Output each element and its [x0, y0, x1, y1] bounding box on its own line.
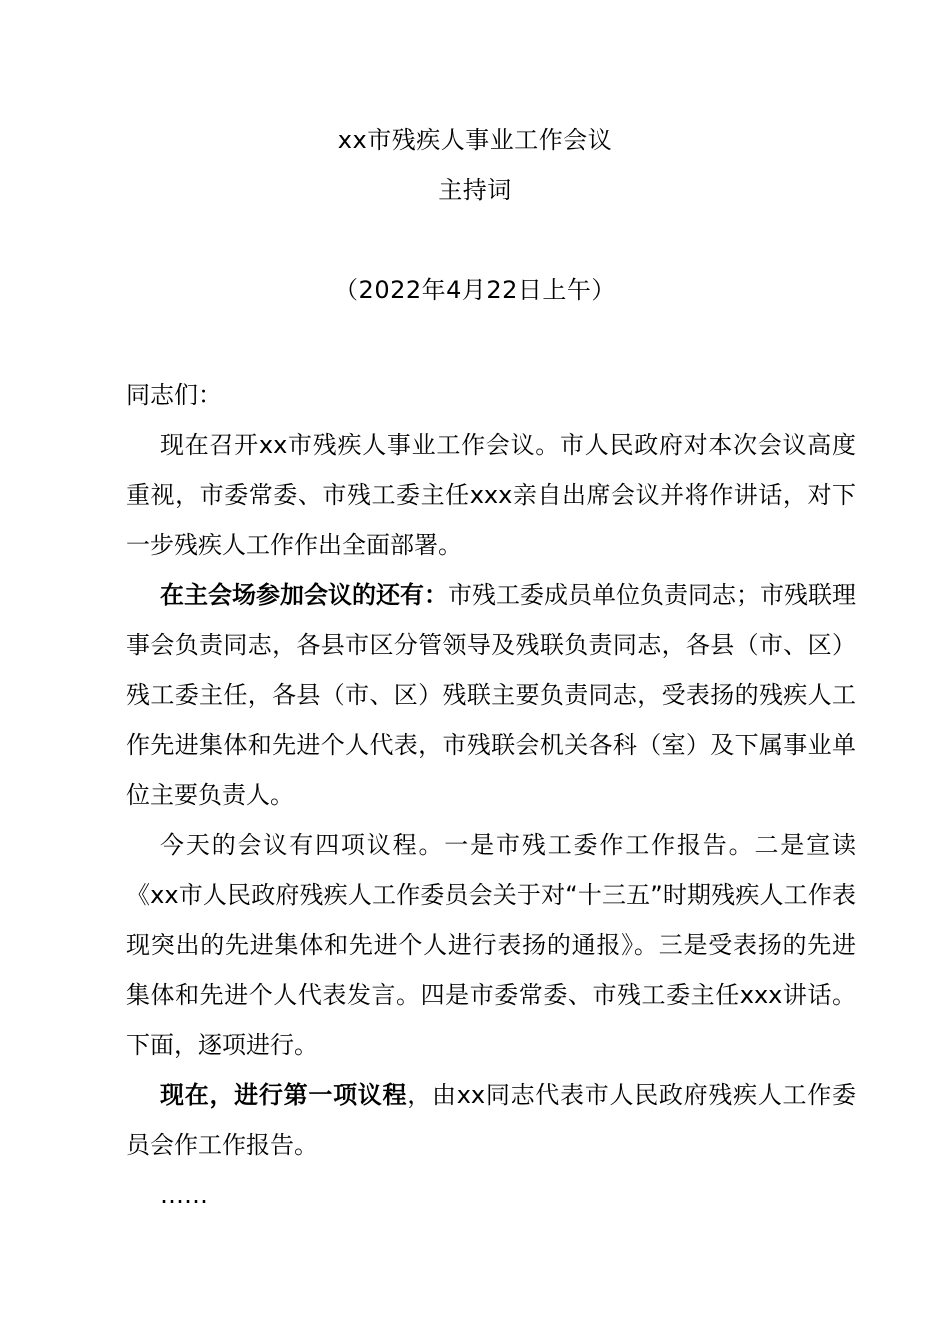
paragraph-opening: 现在召开xx市残疾人事业工作会议。市人民政府对本次会议高度重视，市委常委、市残工委主任xxx亲自出席会议并将作讲话，对下一步残疾人工作作出全面部署。	[126, 431, 856, 559]
first-item-heading: 现在，进行第一项议程	[160, 1081, 408, 1109]
document-title: xx市残疾人事业工作会议	[337, 126, 613, 154]
paragraph-first-item	[126, 1070, 856, 1170]
attendees-heading: 在主会场参加会议的还有：	[160, 581, 448, 609]
attendees-text: 市残工委成员单位负责同志；市残联理事会负责同志，各县市区分管领导及残联负责同志，各县（市、区）残工委主任，各县（市、区）残联主要负责同志，受表扬的残疾人工作先进集体和先进个人代表，市残联会机关各科（室）及下属事业单位主要负责人。	[126, 581, 856, 809]
first-item-text: ，由xx同志代表市人民政府残疾人工作委员会作工作报告。	[126, 1081, 857, 1159]
paragraph-attendees	[126, 570, 856, 820]
document-subtitle: 主持词	[438, 176, 512, 204]
salutation: 同志们：	[126, 381, 222, 409]
document-body	[126, 370, 856, 1220]
paragraph-agenda: 今天的会议有四项议程。一是市残工委作工作报告。二是宣读《xx市人民政府残疾人工作委员会关于对“十三五”时期残疾人工作表现突出的先进集体和先进个人进行表扬的通报》。三是受表扬的先进集体和先进个人代表发言。四是市委常委、市残工委主任xxx讲话。下面，逐项进行。	[126, 831, 856, 1059]
document-date: （2022年4月22日上午）	[334, 276, 616, 304]
paragraph-ellipsis: ……	[160, 1181, 208, 1209]
